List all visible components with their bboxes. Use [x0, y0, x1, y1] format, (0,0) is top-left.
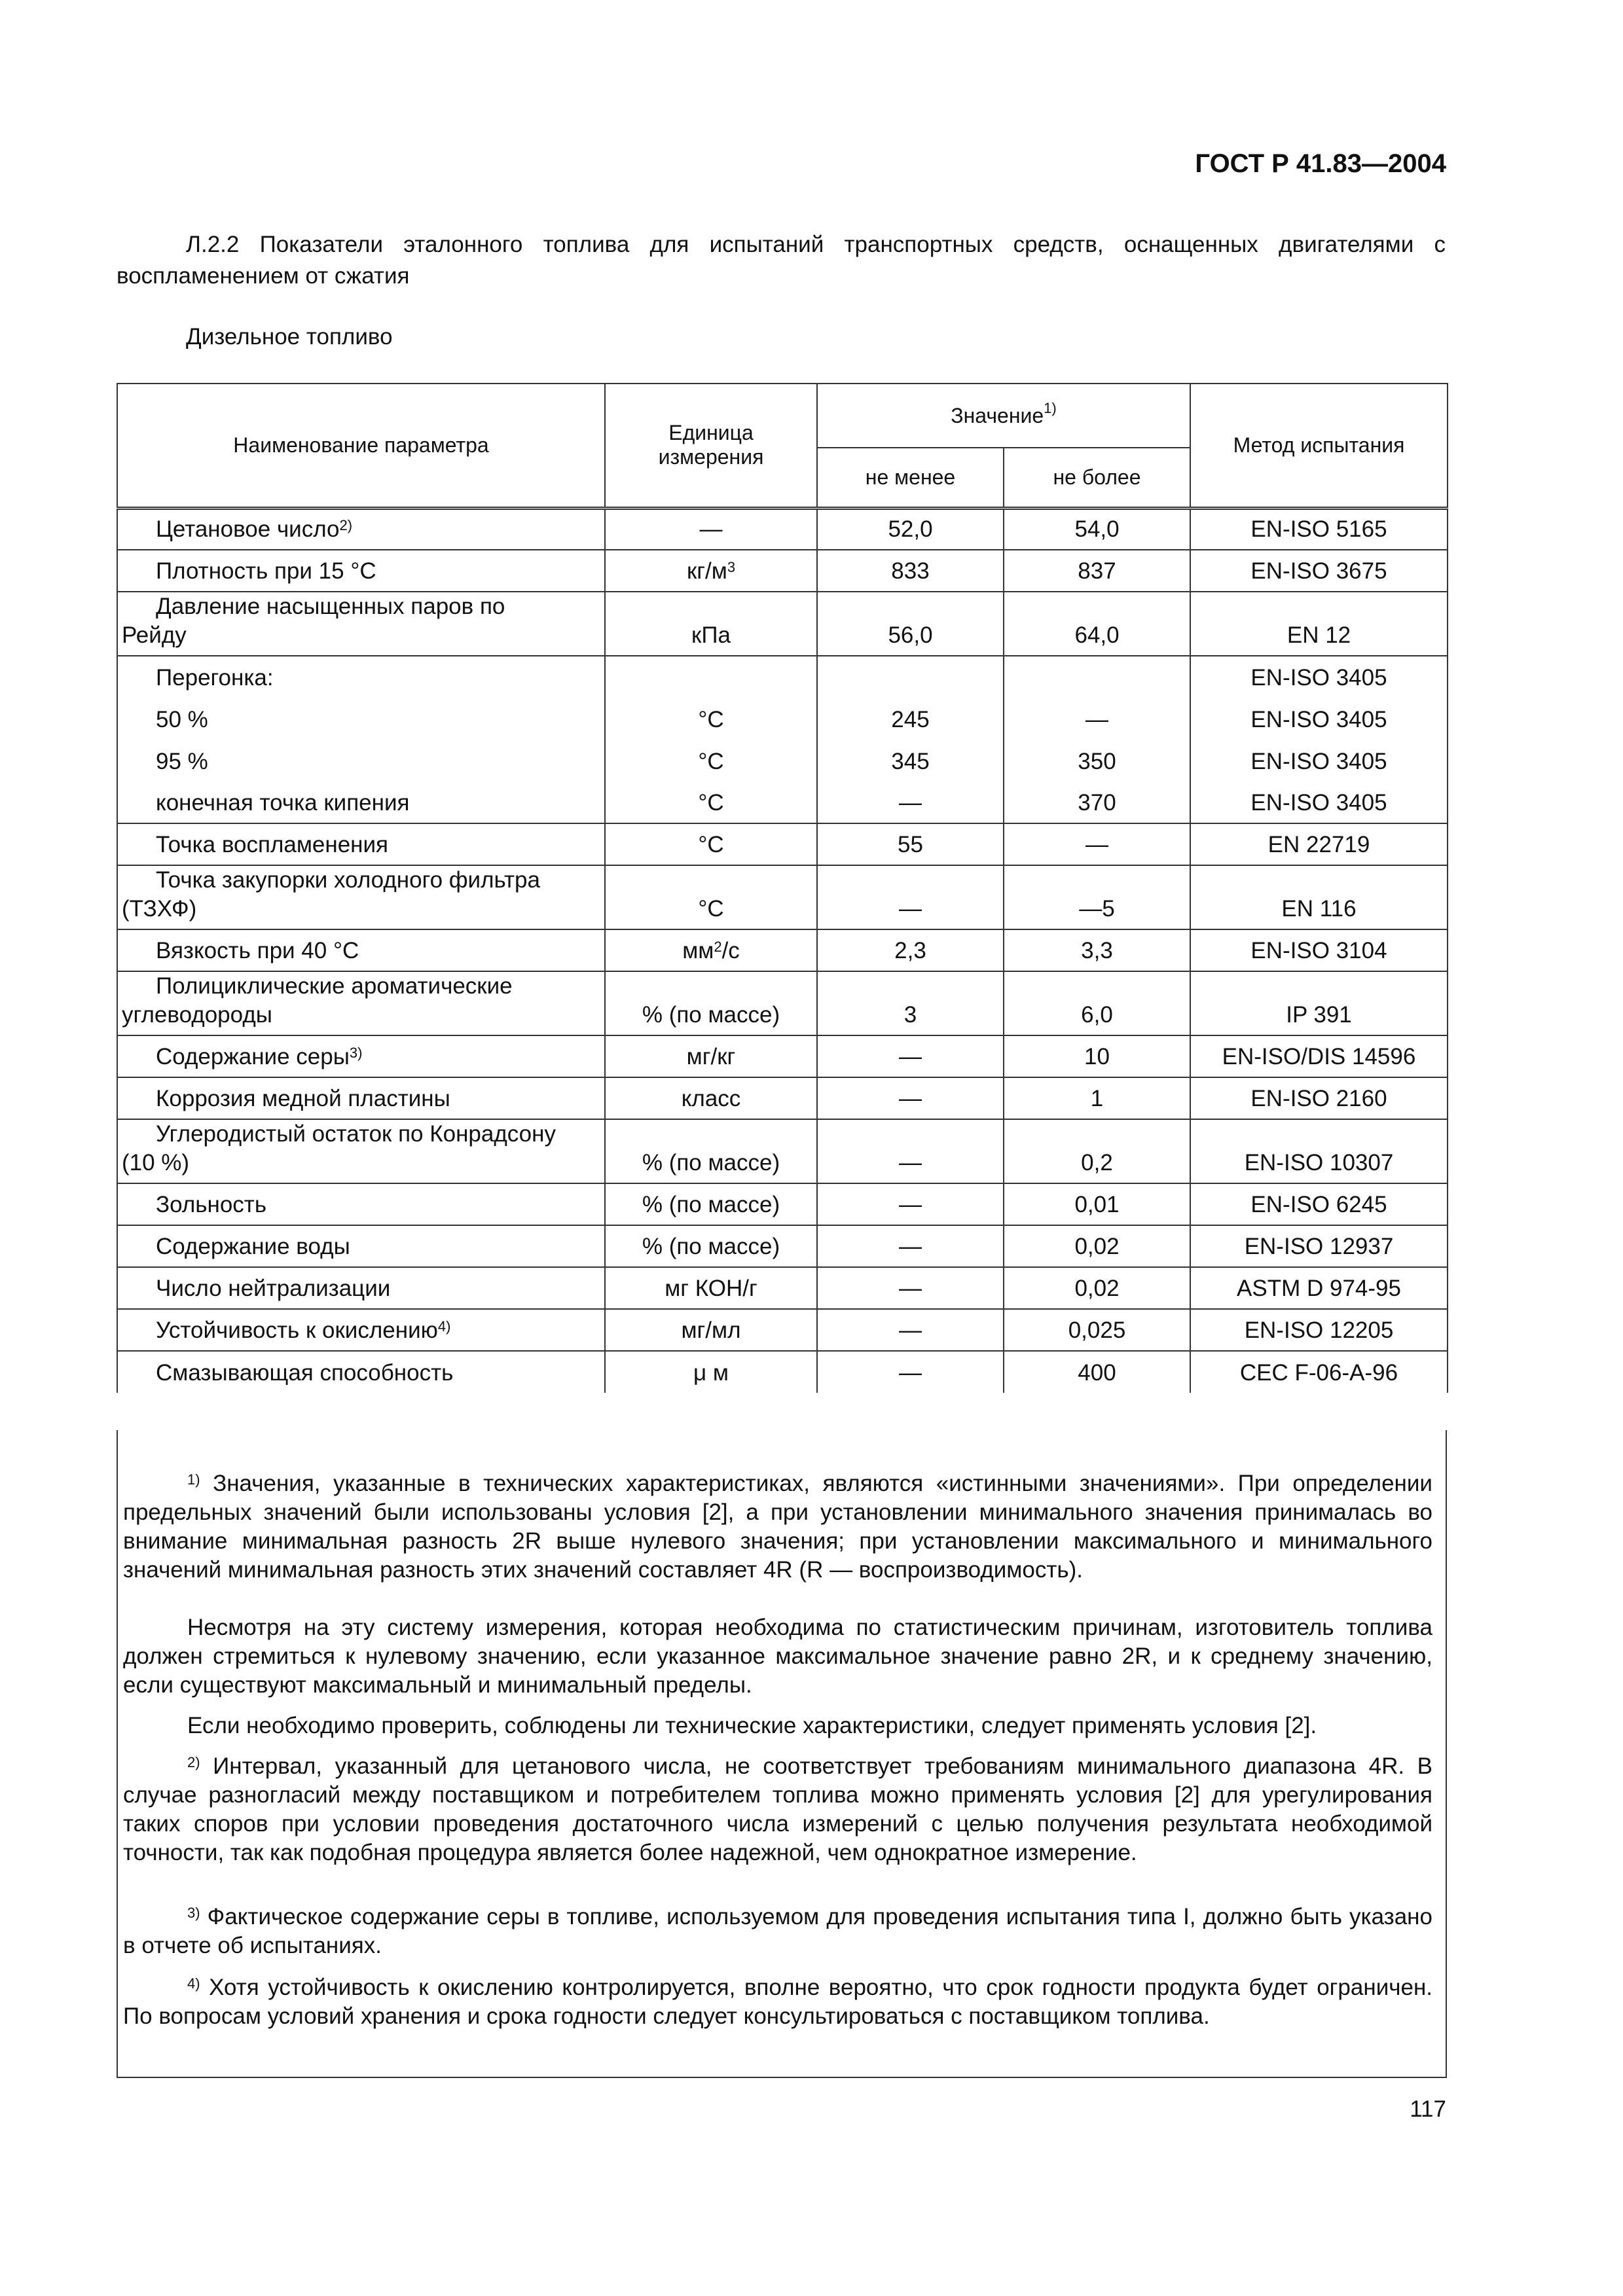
param-max: 0,02 [1004, 1267, 1190, 1309]
header-param-name: Наименование параметра [117, 384, 605, 508]
param-name: Содержание серы$^{3)}$ [117, 1035, 605, 1077]
param-method: EN 116 [1190, 865, 1448, 929]
param-name: 95 % [117, 740, 605, 781]
param-unit: % (по массе) [605, 1119, 817, 1183]
param-name: Плотность при 15 °С [117, 550, 605, 592]
param-min [817, 656, 1004, 698]
footnote-4: $^{4)}$ Хотя устойчивость к окислению контролируется, вполне вероятно, что срок годности продукта будет ограничен. По вопросам условий хранения и срока годности следует консультироваться с поставщиком топлива. [123, 1975, 1432, 2029]
param-min: — [817, 1035, 1004, 1077]
footnote-1-paragraph-2: Несмотря на эту систему измерения, которая необходима по статистическим причинам, изготовитель топлива должен стремиться к нулевому значению, если указанное максимальное значение равно 2R, и к среднему значению, если существуют максимальный и минимальный пределы. [123, 1615, 1432, 1698]
table-row [117, 1351, 1448, 1393]
param-method: EN-ISO 12205 [1190, 1309, 1448, 1351]
param-name: Коррозия медной пластины [117, 1077, 605, 1119]
table-row [117, 592, 1448, 656]
header-method: Метод испытания [1190, 384, 1448, 508]
param-method: EN-ISO 10307 [1190, 1119, 1448, 1183]
param-method: EN-ISO 3675 [1190, 550, 1448, 592]
param-unit: $мм^2/с$ [605, 929, 817, 971]
param-name: Углеродистый остаток по Конрадсону (10 %) [117, 1119, 605, 1183]
param-unit: μ м [605, 1351, 817, 1393]
param-max: — [1004, 823, 1190, 865]
header-max: не более [1004, 448, 1190, 508]
param-max: 0,02 [1004, 1225, 1190, 1267]
table-row [117, 781, 1448, 823]
table-row [117, 865, 1448, 929]
param-name: Число нейтрализации [117, 1267, 605, 1309]
page-number: 117 [1410, 2096, 1446, 2122]
param-unit: °С [605, 823, 817, 865]
param-max: 400 [1004, 1351, 1190, 1393]
param-name: Содержание воды [117, 1225, 605, 1267]
param-min: — [817, 1225, 1004, 1267]
param-unit: °С [605, 698, 817, 740]
table-row [117, 1267, 1448, 1309]
footnotes-box [117, 1430, 1447, 2078]
table-row [117, 1183, 1448, 1225]
param-unit: °С [605, 740, 817, 781]
param-method: EN-ISO 12937 [1190, 1225, 1448, 1267]
param-method: EN-ISO 6245 [1190, 1183, 1448, 1225]
table-subtitle: Дизельное топливо [186, 324, 393, 350]
param-min: — [817, 781, 1004, 823]
param-method: EN-ISO 3405 [1190, 740, 1448, 781]
param-method: EN-ISO 2160 [1190, 1077, 1448, 1119]
param-name: Устойчивость к окислению$^{4)}$ [117, 1309, 605, 1351]
param-min: 2,3 [817, 929, 1004, 971]
param-min: — [817, 1309, 1004, 1351]
param-max: 3,3 [1004, 929, 1190, 971]
param-method: EN-ISO 3405 [1190, 698, 1448, 740]
param-max [1004, 656, 1190, 698]
param-min: 833 [817, 550, 1004, 592]
param-max: 837 [1004, 550, 1190, 592]
fuel-spec-table [117, 383, 1448, 1393]
param-method: EN-ISO/DIS 14596 [1190, 1035, 1448, 1077]
param-name: Полициклические ароматические углеводороды [117, 971, 605, 1035]
table-row [117, 698, 1448, 740]
param-min: 345 [817, 740, 1004, 781]
param-unit: — [605, 508, 817, 550]
param-method: EN-ISO 5165 [1190, 508, 1448, 550]
param-method: EN 12 [1190, 592, 1448, 656]
table-row [117, 1035, 1448, 1077]
param-min: — [817, 1267, 1004, 1309]
table-row [117, 740, 1448, 781]
param-method: EN 22719 [1190, 823, 1448, 865]
param-unit: % (по массе) [605, 971, 817, 1035]
footnote-1: $^{1)}$ Значения, указанные в технических характеристиках, являются «истинными значениями». При определении предельных значений были использованы условия [2], а при установлении минимального значения принималась во внимание минимальная разность 2R выше нулевого значения; при установлении максимального и минимального значений минимальная разность этих значений составляет 4R (R — воспроизводимость). [123, 1471, 1432, 1583]
param-max: 350 [1004, 740, 1190, 781]
param-name: Цетановое число$^{2)}$ [117, 508, 605, 550]
param-min: — [817, 1077, 1004, 1119]
header-min: не менее [817, 448, 1004, 508]
param-max: —5 [1004, 865, 1190, 929]
table-row [117, 1309, 1448, 1351]
param-max: 0,01 [1004, 1183, 1190, 1225]
param-unit: °С [605, 781, 817, 823]
table-row [117, 1077, 1448, 1119]
param-max: 10 [1004, 1035, 1190, 1077]
param-min: 52,0 [817, 508, 1004, 550]
table-row [117, 823, 1448, 865]
param-min: — [817, 1119, 1004, 1183]
param-method: ASTM D 974-95 [1190, 1267, 1448, 1309]
param-name: Точка закупорки холодного фильтра (ТЗХФ) [117, 865, 605, 929]
param-method: CEC F-06-A-96 [1190, 1351, 1448, 1393]
param-unit: $кг/м^3$ [605, 550, 817, 592]
param-unit: мг/кг [605, 1035, 817, 1077]
param-unit: °С [605, 865, 817, 929]
table-row [117, 1225, 1448, 1267]
param-max: 1 [1004, 1077, 1190, 1119]
table-row [117, 550, 1448, 592]
param-unit: класс [605, 1077, 817, 1119]
param-max: 64,0 [1004, 592, 1190, 656]
header-unit: Единица измерения [605, 384, 817, 508]
footnote-2: $^{2)}$ Интервал, указанный для цетанового числа, не соответствует требованиям минимального диапазона 4R. В случае разногласий между поставщиком и потребителем топлива можно применять условия [2] для урегулирования таких споров при условии проведения достаточного числа измерений с целью получения результата необходимой точности, так как подобная процедура является более надежной, чем однократное измерение. [123, 1753, 1432, 1865]
param-unit: % (по массе) [605, 1183, 817, 1225]
footnote-1-paragraph-3: Если необходимо проверить, соблюдены ли технические характеристики, следует применять условия [2]. [187, 1713, 1317, 1738]
param-unit: % (по массе) [605, 1225, 817, 1267]
param-max: 0,025 [1004, 1309, 1190, 1351]
param-name: конечная точка кипения [117, 781, 605, 823]
param-unit: мг КОН/г [605, 1267, 817, 1309]
param-name: Зольность [117, 1183, 605, 1225]
param-name: Давление насыщенных паров по Рейду [117, 592, 605, 656]
param-name: Вязкость при 40 °С [117, 929, 605, 971]
param-max: — [1004, 698, 1190, 740]
param-name: Смазывающая способность [117, 1351, 605, 1393]
param-name: 50 % [117, 698, 605, 740]
param-method: EN-ISO 3405 [1190, 781, 1448, 823]
param-min: 3 [817, 971, 1004, 1035]
param-min: — [817, 1351, 1004, 1393]
param-min: 245 [817, 698, 1004, 740]
param-min: 56,0 [817, 592, 1004, 656]
param-method: EN-ISO 3405 [1190, 656, 1448, 698]
param-name: Перегонка: [117, 656, 605, 698]
table-row [117, 508, 1448, 550]
param-method: IP 391 [1190, 971, 1448, 1035]
intro-paragraph: Л.2.2 Показатели эталонного топлива для испытаний транспортных средств, оснащенных двигателями с воспламенением от сжатия [117, 232, 1446, 289]
table-row [117, 971, 1448, 1035]
param-unit [605, 656, 817, 698]
document-header: ГОСТ Р 41.83—2004 [1195, 149, 1446, 178]
param-name: Точка воспламенения [117, 823, 605, 865]
table-row [117, 656, 1448, 698]
param-unit: мг/мл [605, 1309, 817, 1351]
header-value: Значение$^{1)}$ [817, 384, 1190, 448]
param-max: 54,0 [1004, 508, 1190, 550]
param-unit: кПа [605, 592, 817, 656]
table-row [117, 929, 1448, 971]
param-max: 6,0 [1004, 971, 1190, 1035]
param-max: 0,2 [1004, 1119, 1190, 1183]
param-min: — [817, 1183, 1004, 1225]
table-row [117, 1119, 1448, 1183]
param-max: 370 [1004, 781, 1190, 823]
param-method: EN-ISO 3104 [1190, 929, 1448, 971]
param-min: 55 [817, 823, 1004, 865]
footnote-3: $^{3)}$ Фактическое содержание серы в топливе, используемом для проведения испытания типа I, должно быть указано в отчете об испытаниях. [123, 1904, 1432, 1958]
param-min: — [817, 865, 1004, 929]
